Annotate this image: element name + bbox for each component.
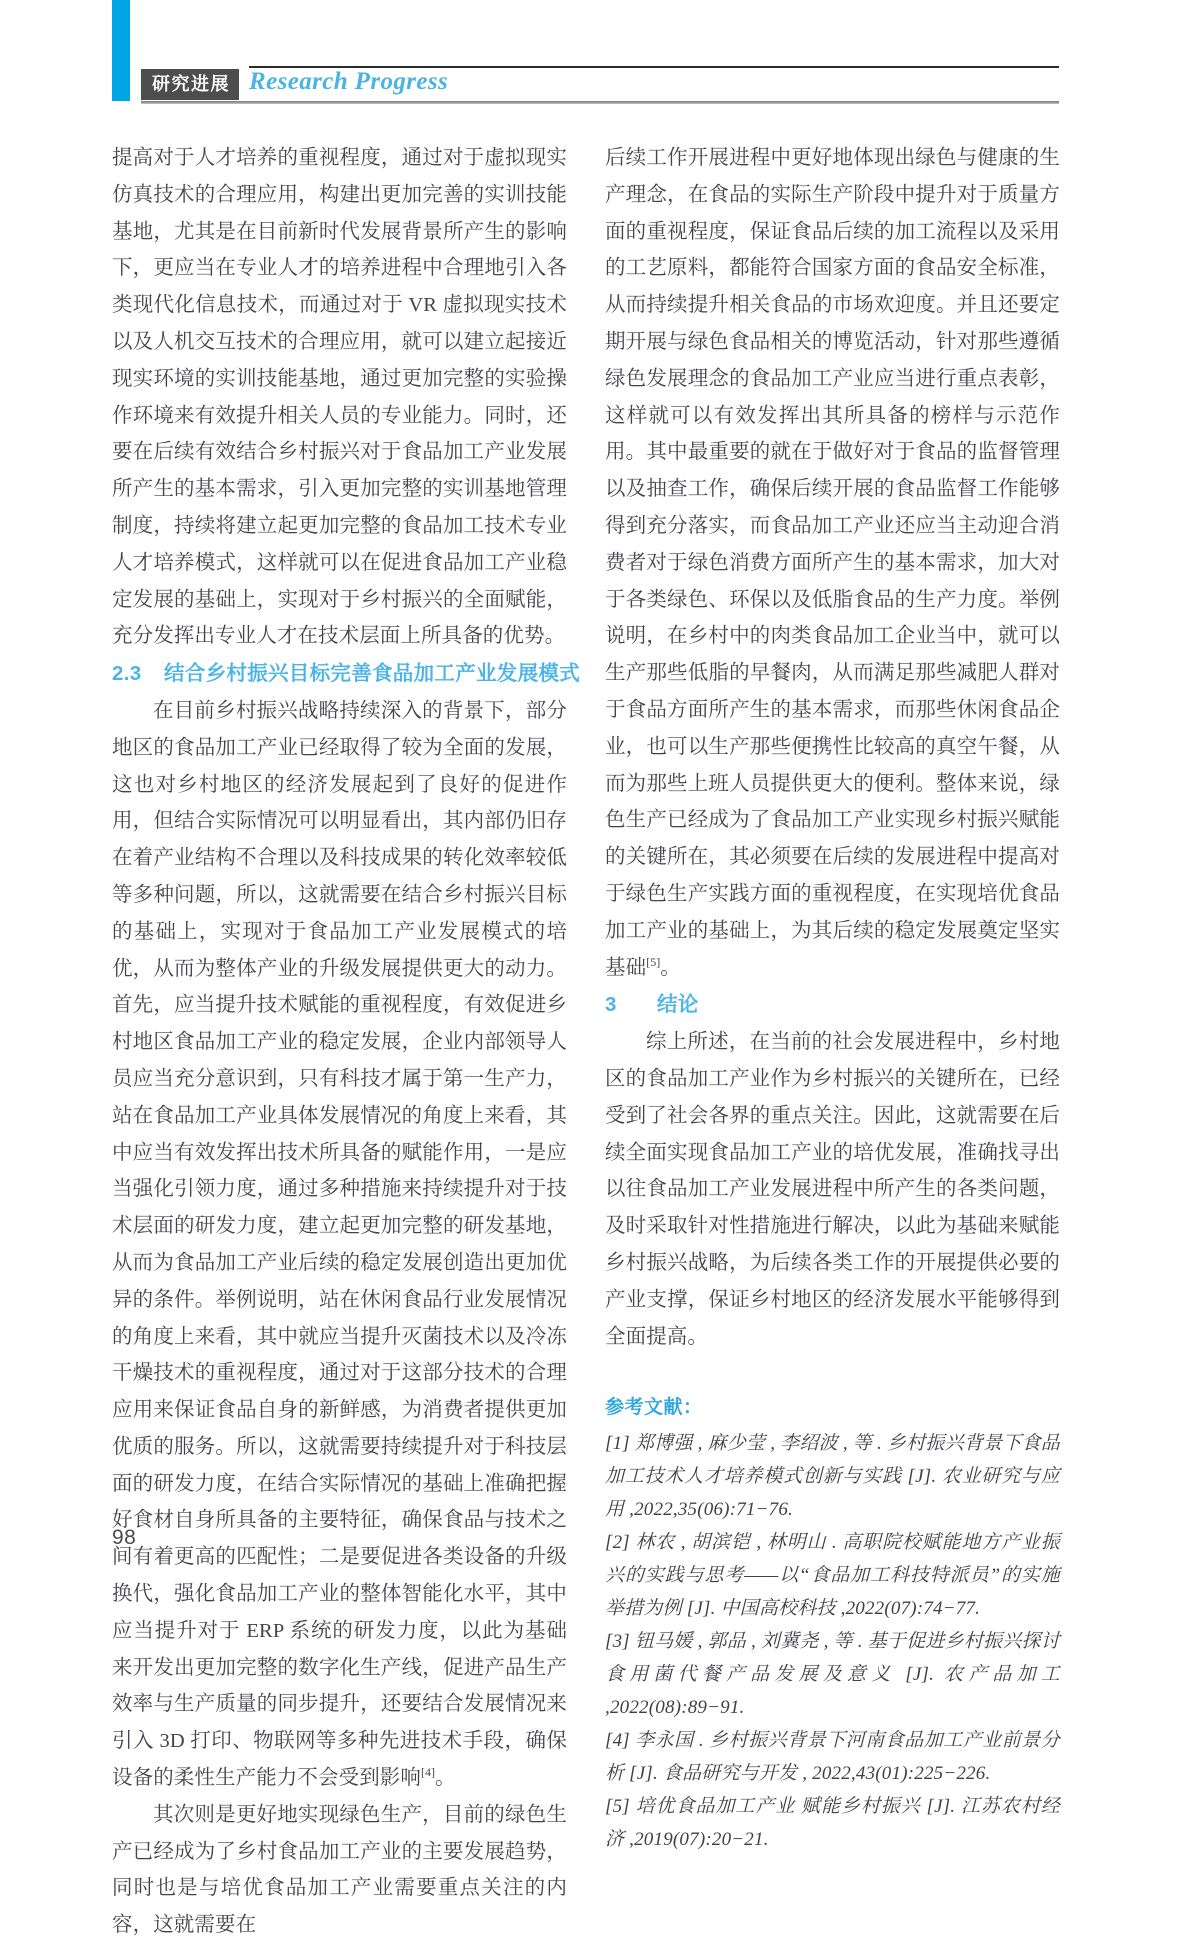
reference-item: [3] 钮马媛 , 郭品 , 刘冀尧 , 等 . 基于促进乡村振兴探讨食用菌代餐产品发展及意义 [J]. 农产品加工 ,2022(08):89−91.	[605, 1631, 1060, 1719]
running-head-tag-cn: 研究进展	[141, 69, 239, 100]
section-title: 结合乡村振兴目标完善食品加工产业发展模式	[164, 662, 580, 686]
accent-bar-icon	[112, 0, 130, 101]
section-number: 2.3	[112, 662, 142, 686]
section-heading-3	[605, 987, 1060, 1024]
references-block	[605, 1391, 1060, 1856]
reference-mark-5: [5]	[646, 954, 661, 969]
section-heading-2-3	[112, 656, 580, 693]
page-number: 98	[112, 1526, 137, 1549]
running-head	[0, 0, 1200, 120]
right-paragraph-1-tail: 。	[660, 956, 681, 979]
right-paragraph-2: 综上所述，在当前的社会发展进程中，乡村地区的食品加工产业作为乡村振兴的关键所在，已经受到了社会各界的重点关注。因此，这就需要在后续全面实现食品加工产业的培优发展，准确找寻出以往食品加工产业发展进程中所产生的各类问题，及时采取针对性措施进行解决，以此为基础来赋能乡村振兴战略，为后续各类工作的开展提供必要的产业支撑，保证乡村地区的经济发展水平能够得到全面提高。	[605, 1031, 1060, 1348]
reference-item: [2] 林农 , 胡滨铠 , 林明山 . 高职院校赋能地方产业振兴的实践与思考——以“食品加工科技特派员”的实施举措为例 [J]. 中国高校科技 ,2022(07):74−77.	[605, 1532, 1060, 1620]
reference-item: [4] 李永国 . 乡村振兴背景下河南食品加工产业前景分析 [J]. 食品研究与开发 , 2022,43(01):225−226.	[605, 1730, 1060, 1785]
right-column	[605, 140, 1060, 1856]
reference-item: [5] 培优食品加工产业 赋能乡村振兴 [J]. 江苏农村经济 ,2019(07):20−21.	[605, 1796, 1060, 1851]
running-head-tag-en: Research Progress	[249, 68, 449, 95]
section-number: 3	[605, 993, 617, 1017]
left-column	[112, 140, 580, 1944]
right-paragraph-1	[605, 140, 1060, 986]
right-paragraph-1-text: 后续工作开展进程中更好地体现出绿色与健康的生产理念，在食品的实际生产阶段中提升对于质量方面的重视程度，保证食品后续的加工流程以及采用的工艺原料，都能符合国家方面的食品安全标准，从而持续提升相关食品的市场欢迎度。并且还要定期开展与绿色食品相关的博览活动，针对那些遵循绿色发展理念的食品加工产业应当进行重点表彰，这样就可以有效发挥出其所具备的榜样与示范作用。其中最重要的就在于做好对于食品的监督管理以及抽查工作，确保后续开展的食品监督工作能够得到充分落实，而食品加工产业还应当主动迎合消费者对于绿色消费方面所产生的基本需求，加大对于各类绿色、环保以及低脂食品的生产力度。举例说明，在乡村中的肉类食品加工企业当中，就可以生产那些低脂的早餐肉，从而满足那些减肥人群对于食品方面所产生的基本需求，而那些休闲食品企业，也可以生产那些便携性比较高的真空午餐，从而为那些上班人员提供更大的便利。整体来说，绿色生产已经成为了食品加工产业实现乡村振兴赋能的关键所在，其必须要在后续的发展进程中提高对于绿色生产实践方面的重视程度，在实现培优食品加工产业的基础上，为其后续的稳定发展奠定坚实基础	[605, 147, 1060, 979]
left-paragraph-1: 提高对于人才培养的重视程度，通过对于虚拟现实仿真技术的合理应用，构建出更加完善的实训技能基地，尤其是在目前新时代发展背景所产生的影响下，更应当在专业人才的培养进程中合理地引入各类现代化信息技术，而通过对于 VR 虚拟现实技术以及人机交互技术的合理应用，就可以建立起接近现实环境的实训技能基地，通过更加完整的实验操作环境来有效提升相关人员的专业能力。同时，还要在后续有效结合乡村振兴对于食品加工产业发展所产生的基本需求，引入更加完整的实训基地管理制度，持续将建立起更加完整的食品加工技术专业人才培养模式，这样就可以在促进食品加工产业稳定发展的基础上，实现对于乡村振兴的全面赋能，充分发挥出专业人才在技术层面上所具备的优势。	[112, 147, 567, 648]
left-paragraph-2	[112, 693, 567, 1797]
reference-mark-4: [4]	[421, 1765, 435, 1780]
left-paragraph-2-tail: 。	[435, 1767, 456, 1790]
header-rule-bottom	[141, 101, 1059, 104]
left-paragraph-2-text: 在目前乡村振兴战略持续深入的背景下，部分地区的食品加工产业已经取得了较为全面的发展，这也对乡村地区的经济发展起到了良好的促进作用，但结合实际情况可以明显看出，其内部仍旧存在着产业结构不合理以及科技成果的转化效率较低等多种问题，所以，这就需要在结合乡村振兴目标的基础上，实现对于食品加工产业发展模式的培优，从而为整体产业的升级发展提供更大的动力。首先，应当提升技术赋能的重视程度，有效促进乡村地区食品加工产业的稳定发展，企业内部领导人员应当充分意识到，只有科技才属于第一生产力，站在食品加工产业具体发展情况的角度上来看，其中应当有效发挥出技术所具备的赋能作用，一是应当强化引领力度，通过多种措施来持续提升对于技术层面的研发力度，建立起更加完整的研发基地，从而为食品加工产业后续的稳定发展创造出更加优异的条件。举例说明，站在休闲食品行业发展情况的角度上来看，其中就应当提升灭菌技术以及冷冻干燥技术的重视程度，通过对于这部分技术的合理应用来保证食品自身的新鲜感，为消费者提供更加优质的服务。所以，这就需要持续提升对于科技层面的研发力度，在结合实际情况的基础上准确把握好食材自身所具备的主要特征，确保食品与技术之间有着更高的匹配性；二是要促进各类设备的升级换代，强化食品加工产业的整体智能化水平，其中应当提升对于 ERP 系统的研发力度，以此为基础来开发出更加完整的数字化生产线，促进产品生产效率与生产质量的同步提升，还要结合发展情况来引入 3D 打印、物联网等多种先进技术手段，确保设备的柔性生产能力不会受到影响	[112, 699, 567, 1790]
section-title: 结论	[657, 993, 699, 1017]
left-paragraph-3: 其次则是更好地实现绿色生产，目前的绿色生产已经成为了乡村食品加工产业的主要发展趋势，同时也是与培优食品加工产业需要重点关注的内容，这就需要在	[112, 1803, 567, 1937]
references-title: 参考文献：	[605, 1397, 703, 1419]
reference-item: [1] 郑博强 , 麻少莹 , 李绍波 , 等 . 乡村振兴背景下食品加工技术人才培养模式创新与实践 [J]. 农业研究与应用 ,2022,35(06):71−76.	[605, 1433, 1060, 1521]
